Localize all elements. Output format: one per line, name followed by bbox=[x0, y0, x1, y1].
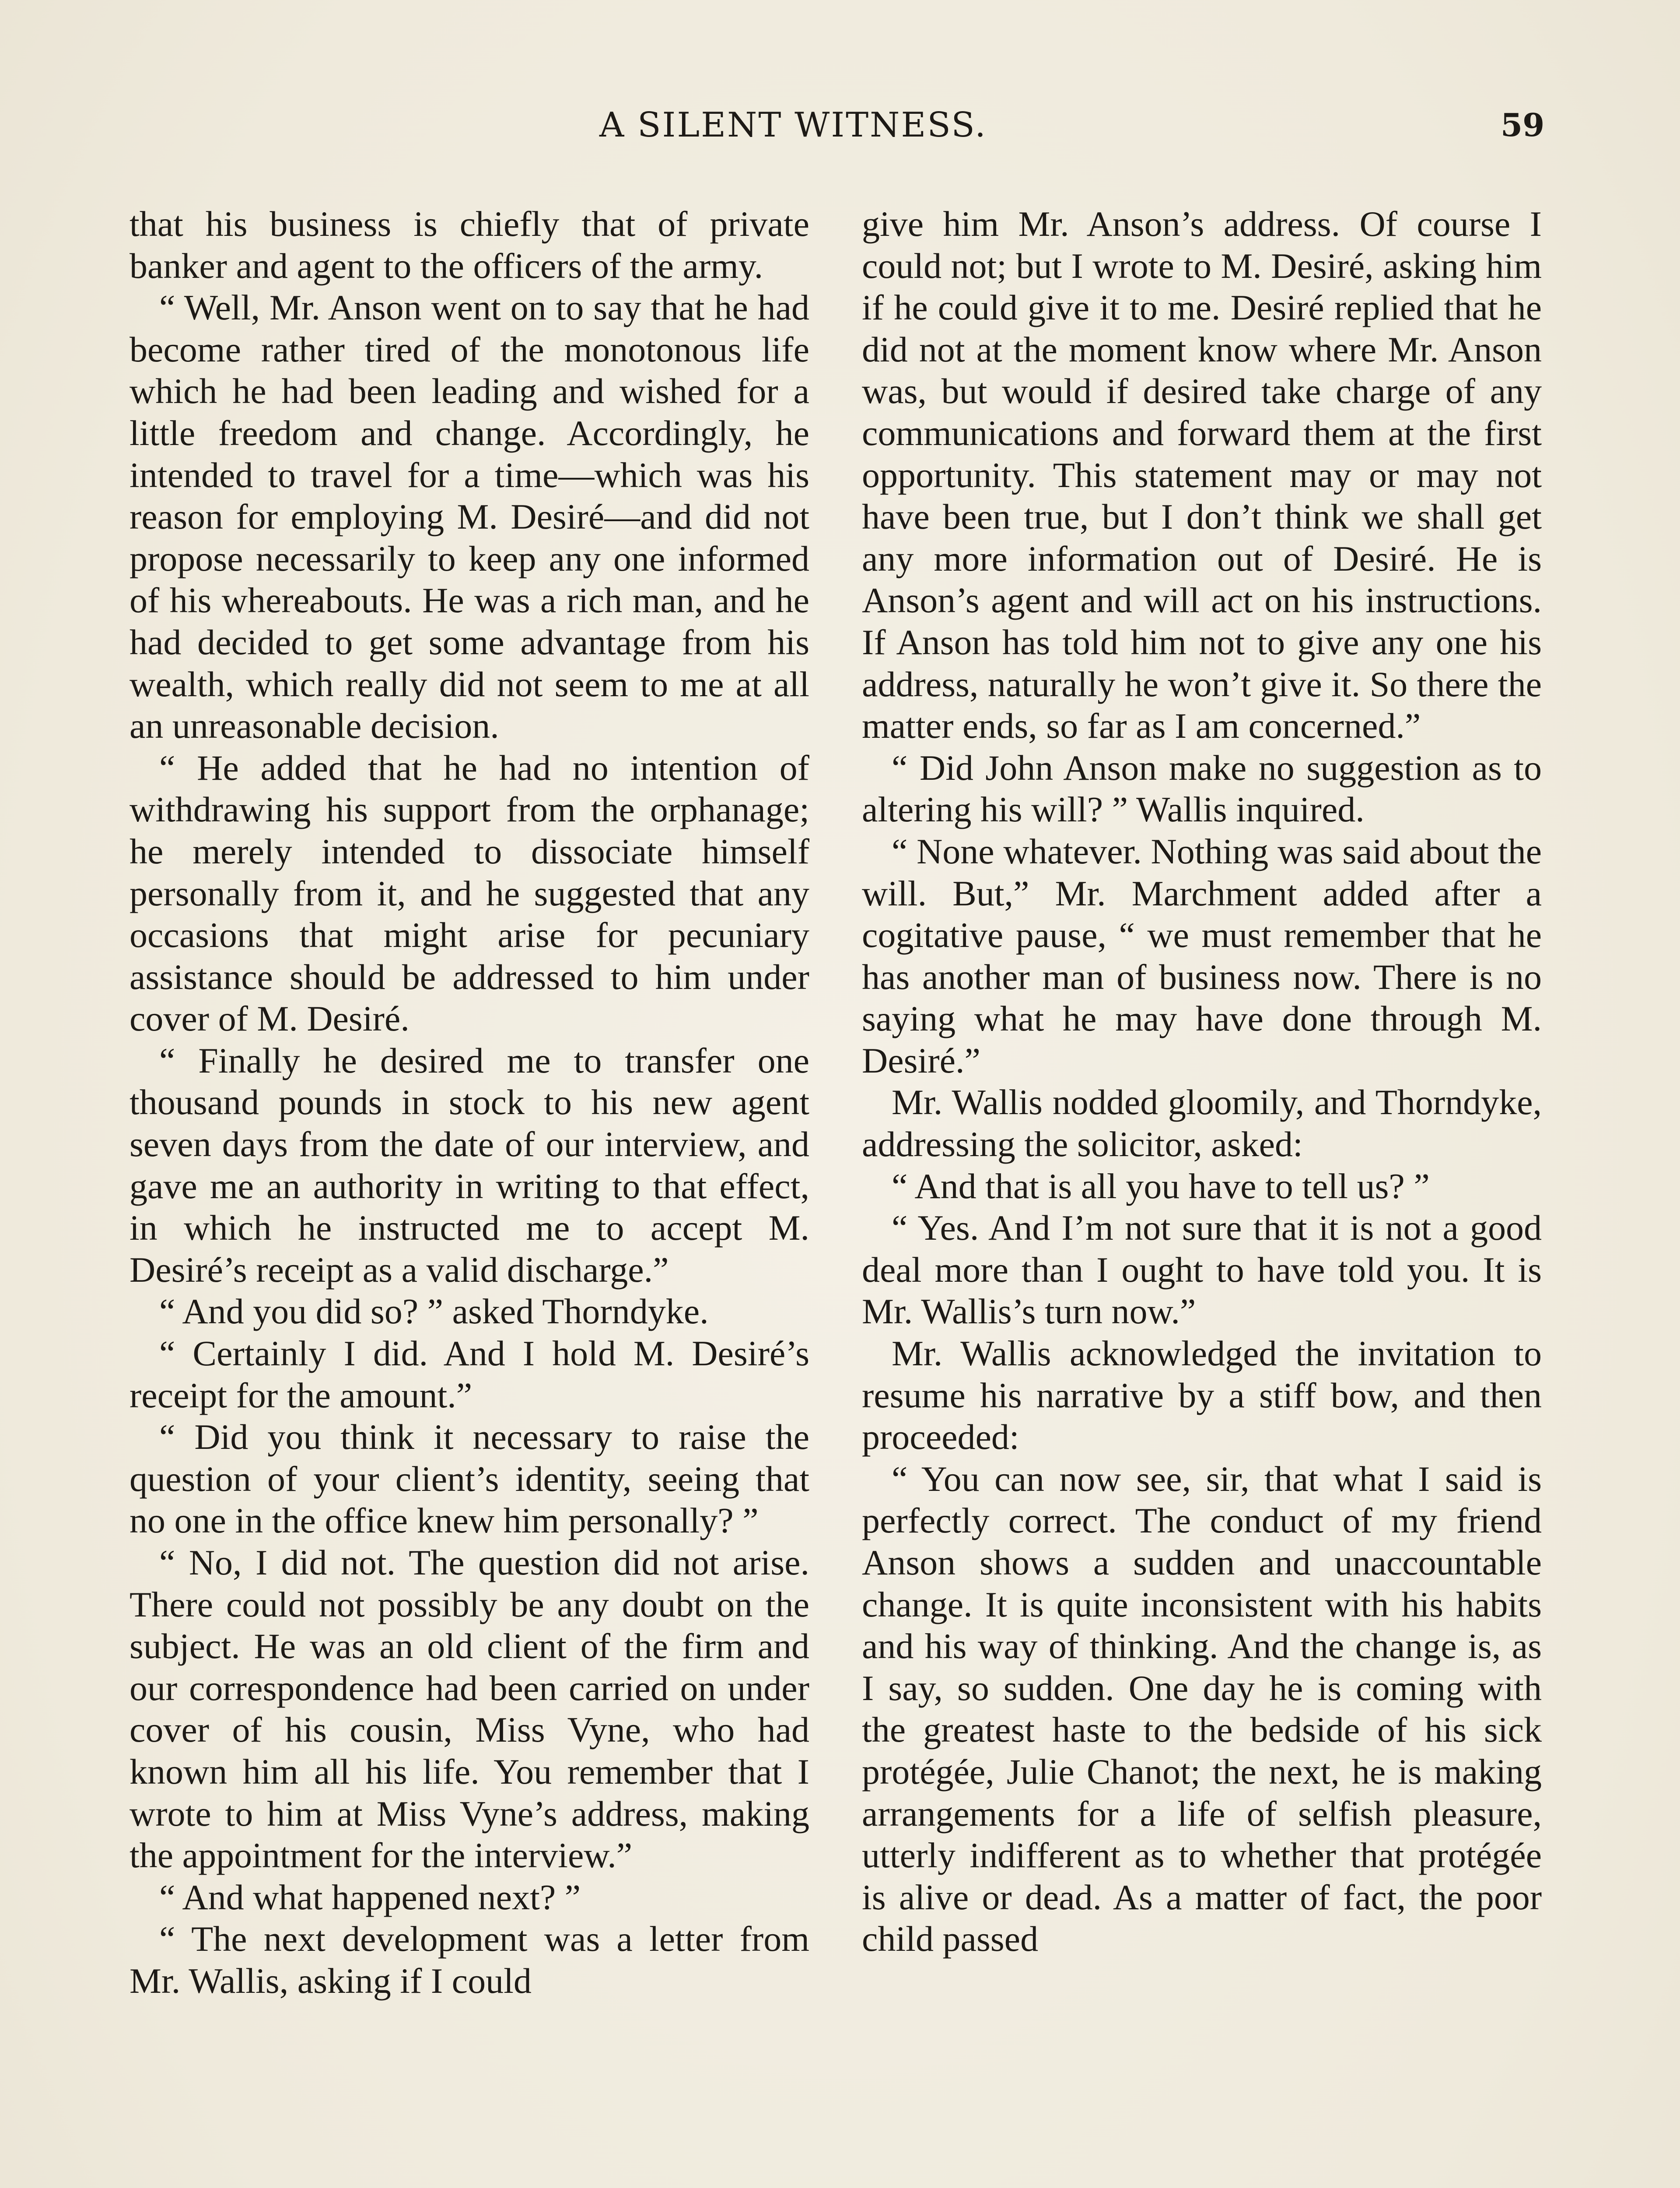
right-text-column bbox=[858, 198, 1545, 2188]
paragraph: “ You can now see, sir, that what I said is perfectly correct. The conduct of my friend Anson shows a sudden and unaccountable change. It is quite inconsistent with his habits and his way of thinking. And the change is, as I say, so sudden. One day he is coming with the greatest haste to the bedside of his sick protégée, Julie Chanot; the next, he is making arrangements for a life of selfish pleasure, utterly indifferent as to whether that protégée is alive or dead. As a matter of fact, the poor child passed bbox=[862, 1459, 1542, 1959]
paragraph: “ And you did so? ” asked Thorndyke. bbox=[159, 1291, 709, 1332]
paragraph: Mr. Wallis acknowledged the invitation to resume his narrative by a stiff bow, and then proceeded: bbox=[862, 1333, 1542, 1457]
paragraph: that his business is chiefly that of private banker and agent to the officers of the army. bbox=[130, 204, 809, 286]
paragraph: Mr. Wallis nodded gloomily, and Thorndyke, addressing the solicitor, asked: bbox=[862, 1082, 1542, 1164]
running-title: A SILENT WITNESS. bbox=[599, 105, 987, 145]
paragraph: “ Well, Mr. Anson went on to say that he had become rather tired of the monotonous life which he had been leading and wished for a little freedom and change. Accordingly, he intended to travel for a time—which was his reason for employing M. Desiré—and did not propose necessarily to keep any one informed of his whereabouts. He was a rich man, and he had decided to get some advantage from his wealth, which really did not seem to me at all an unreasonable decision. bbox=[130, 288, 809, 746]
paragraph: “ Did John Anson make no suggestion as to altering his will? ” Wallis inquired. bbox=[862, 747, 1542, 830]
paragraph: “ He added that he had no intention of withdrawing his support from the orphanage; he merely intended to dissociate himself personally from it, and he suggested that any occasions that might arise for pecuniary assistance should be addressed to him under cover of M. Desiré. bbox=[130, 747, 809, 1039]
paragraph: “ Yes. And I’m not sure that it is not a good deal more than I ought to have told you. It is Mr. Wallis’s turn now.” bbox=[862, 1208, 1542, 1332]
paragraph: “ Did you think it necessary to raise the question of your client’s identity, seeing that no one in the office knew him personally? ” bbox=[130, 1417, 809, 1541]
paragraph: “ Finally he desired me to transfer one thousand pounds in stock to his new agent seven days from the date of our interview, and gave me an authority in writing to that effect, in which he instructed me to accept M. Desiré’s receipt as a valid discharge.” bbox=[130, 1040, 809, 1290]
paragraph: “ No, I did not. The question did not arise. There could not possibly be any doubt on the subject. He was an old client of the firm and our correspondence had been carried on under cover of his cousin, Miss Vyne, who had known him all his life. You remember that I wrote to him at Miss Vyne’s address, making the appointment for the interview.” bbox=[130, 1543, 809, 1876]
paragraph: “ None whatever. Nothing was said about the will. But,” Mr. Marchment added after a cogitative pause, “ we must remember that he has another man of business now. There is no saying what he may have done through M. Desiré.” bbox=[862, 831, 1542, 1080]
left-text-column bbox=[126, 198, 813, 2188]
paragraph: give him Mr. Anson’s address. Of course I could not; but I wrote to M. Desiré, asking him if he could give it to me. Desiré replied that he did not at the moment know where Mr. Anson was, but would if desired take charge of any communications and forward them at the first opportunity. This statement may or may not have been true, but I don’t think we shall get any more information out of Desiré. He is Anson’s agent and will act on his instructions. If Anson has told him not to give any one his address, naturally he won’t give it. So there the matter ends, so far as I am concerned.” bbox=[862, 204, 1542, 746]
paragraph: “ The next development was a letter from Mr. Wallis, asking if I could bbox=[130, 1919, 809, 2001]
running-header bbox=[0, 99, 1680, 151]
paragraph: “ And that is all you have to tell us? ” bbox=[892, 1166, 1430, 1206]
paragraph: “ And what happened next? ” bbox=[159, 1877, 581, 1917]
paragraph: “ Certainly I did. And I hold M. Desiré’s receipt for the amount.” bbox=[130, 1333, 809, 1415]
page-number: 59 bbox=[1501, 106, 1545, 144]
